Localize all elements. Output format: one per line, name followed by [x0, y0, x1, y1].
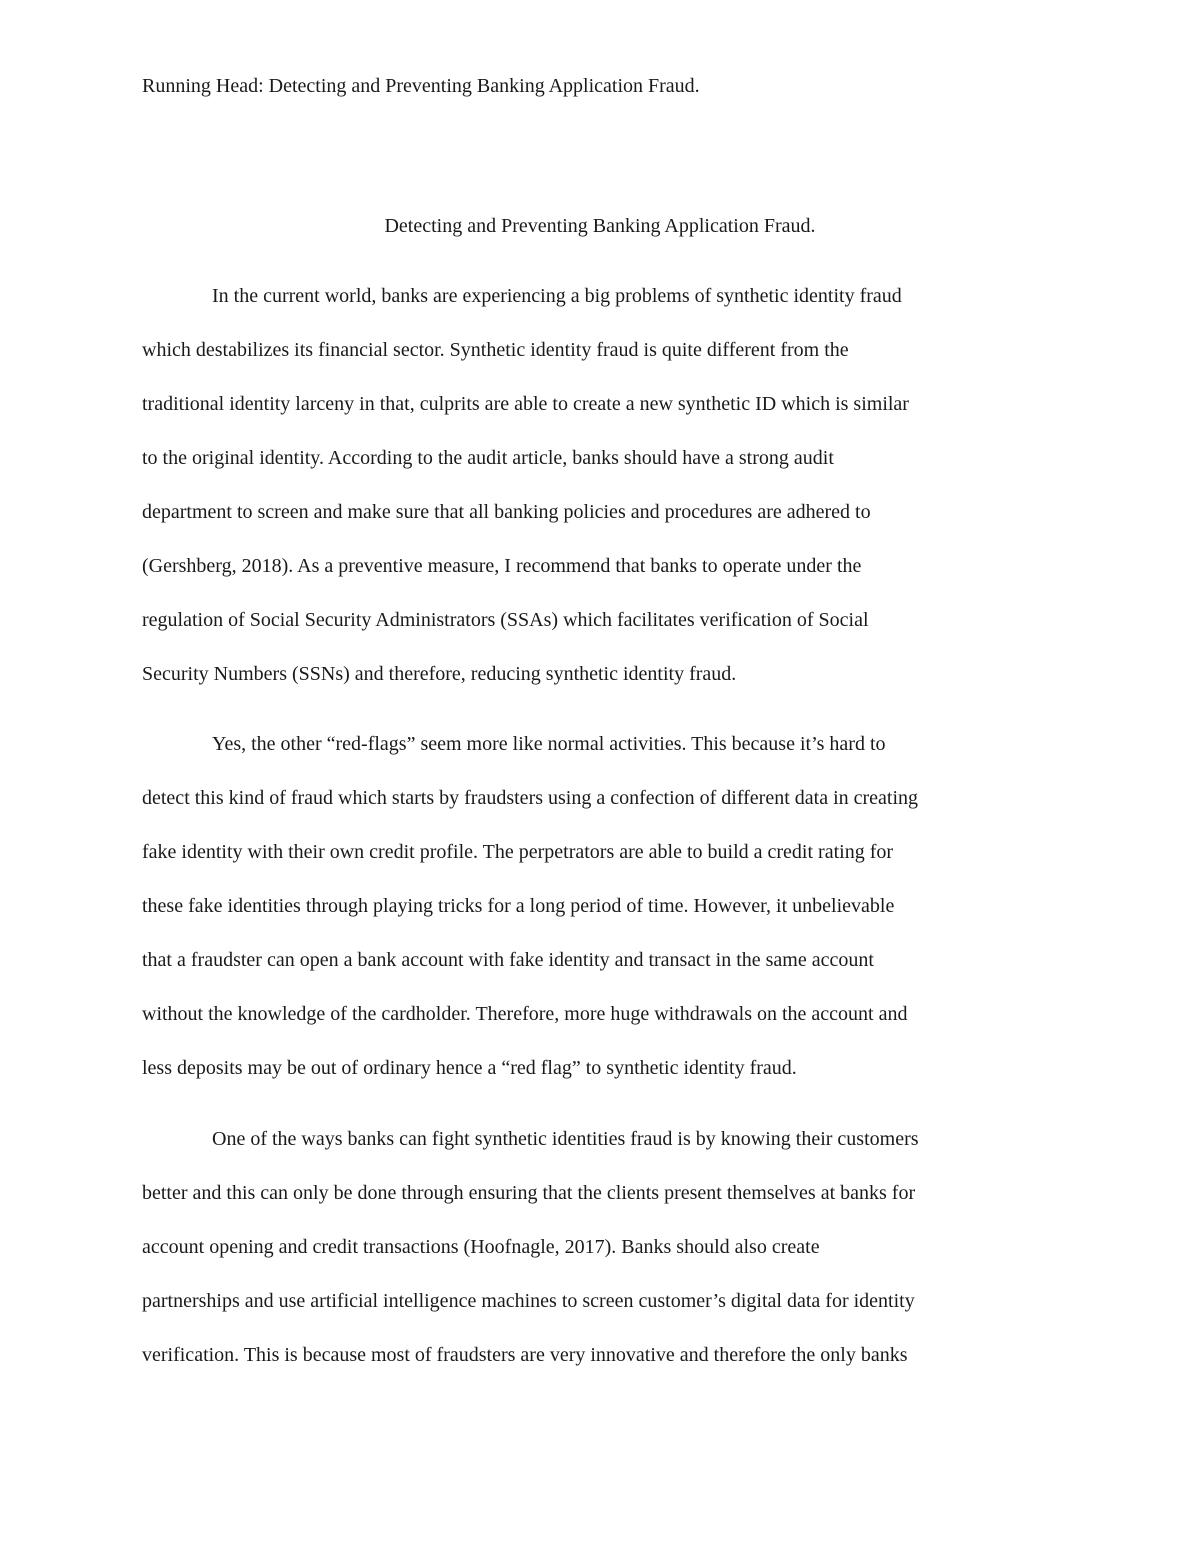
paragraph-line: verification. This is because most of fraudsters are very innovative and therefore the only banks [142, 1344, 908, 1366]
paragraph-line: partnerships and use artificial intelligence machines to screen customer’s digital data for identity [142, 1290, 915, 1312]
paragraph-line: these fake identities through playing tricks for a long period of time. However, it unbelievable [142, 895, 895, 917]
document-title: Detecting and Preventing Banking Application Fraud. [384, 215, 816, 237]
paragraph-line: detect this kind of fraud which starts by fraudsters using a confection of different data in creating [142, 787, 919, 809]
paragraph-line: One of the ways banks can fight synthetic identities fraud is by knowing their customers [212, 1128, 919, 1150]
paragraph-line: which destabilizes its financial sector. Synthetic identity fraud is quite different from the [142, 339, 849, 361]
paragraph-line: without the knowledge of the cardholder. Therefore, more huge withdrawals on the account and [142, 1003, 908, 1025]
paragraph-line: In the current world, banks are experiencing a big problems of synthetic identity fraud [212, 285, 902, 307]
paragraph-line: Yes, the other “red-flags” seem more like normal activities. This because it’s hard to [212, 733, 886, 755]
paragraph-line: Security Numbers (SSNs) and therefore, reducing synthetic identity fraud. [142, 663, 737, 685]
paragraph-line: fake identity with their own credit profile. The perpetrators are able to build a credit rating for [142, 841, 894, 863]
paragraph-line: less deposits may be out of ordinary hence a “red flag” to synthetic identity fraud. [142, 1057, 797, 1079]
paragraph-line: to the original identity. According to the audit article, banks should have a strong audit [142, 447, 834, 469]
paragraph-line: that a fraudster can open a bank account with fake identity and transact in the same account [142, 949, 874, 971]
paragraph-line: better and this can only be done through ensuring that the clients present themselves at banks for [142, 1182, 916, 1204]
paragraph-line: department to screen and make sure that all banking policies and procedures are adhered to [142, 501, 871, 523]
running-head: Running Head: Detecting and Preventing Banking Application Fraud. [142, 75, 700, 97]
paragraph-line: regulation of Social Security Administrators (SSAs) which facilitates verification of Social [142, 609, 869, 631]
paragraph-line: (Gershberg, 2018). As a preventive measure, I recommend that banks to operate under the [142, 555, 862, 577]
paragraph-line: account opening and credit transactions (Hoofnagle, 2017). Banks should also create [142, 1236, 820, 1258]
paragraph-line: traditional identity larceny in that, culprits are able to create a new synthetic ID which is similar [142, 393, 909, 415]
